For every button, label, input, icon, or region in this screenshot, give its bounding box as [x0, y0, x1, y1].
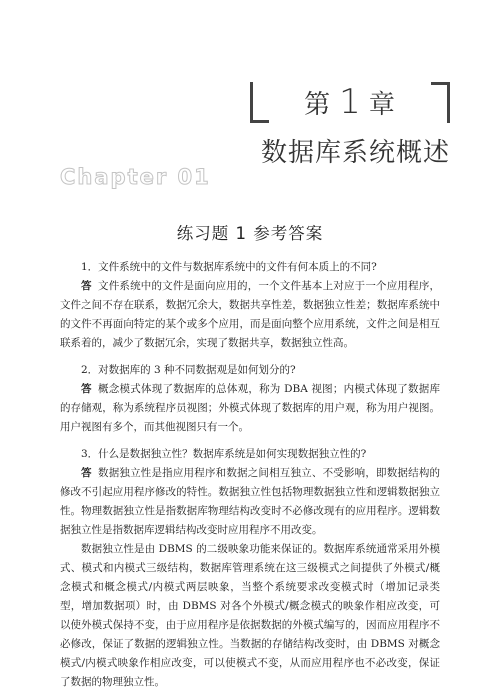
section-title: 练习题 1 参考答案: [176, 224, 324, 243]
chapter-number-label: [268, 82, 432, 122]
answer-3-text: 数据独立性是指应用程序和数据之间相互独立、不受影响，即数据结构的修改不引起应用程序修改的特性。数据独立性包括物理数据独立性和逻辑数据独立性。物理数据独立性是指数据库物理结构改变时不必修改现有的应用程序。逻辑数据独立性是指数据库逻辑结构改变时应用程序不用改变。: [60, 467, 441, 536]
answer-mark: 答: [81, 383, 92, 395]
answer-3-extra: 数据独立性是由 DBMS 的二级映象功能来保证的。数据库系统通常采用外模式、模式和内模式三级结构，数据库管理系统在这三级模式之间提供了外模式/概念模式和概念模式/内模式两层映象，当整个系统要求改变模式时（增加记录类型，增加数据项）时，由 DBMS 对各个外模式/概念模式的映象作相应改变，可以使外模式保持不变，由于应用程序是依据数据的外模式编写的，因而应用程序不必修改，保证了数据的逻辑独立性。当数据的存储结构改变时，由 DBMS 对概念模式/内模式映象作相应改变，可以使模式不变，从而应用程序也不必改变，保证了数据的物理独立性。: [60, 543, 440, 688]
question-1: 1．文件系统中的文件与数据库系统中的文件有何本质上的不同?: [81, 261, 377, 273]
qa-content: [60, 258, 440, 692]
chapter-title: 数据库系统概述: [260, 138, 450, 168]
answer-2-text: 概念模式体现了数据库的总体观，称为 DBA 视图；内模式体现了数据库的存储观，称为系统程序员视图；外模式体现了数据库的用户观，称为用户视图。用户视图有多个，而其他视图只有一个。: [60, 383, 440, 433]
chapter-prefix: 第: [304, 89, 332, 120]
bracket-right-decoration: [431, 82, 450, 123]
chapter-number: 1: [339, 82, 361, 122]
chapter-heading: [250, 82, 450, 122]
question-2: 2．对数据库的 3 种不同数据观是如何划分的?: [81, 364, 296, 376]
chapter-suffix: 章: [368, 89, 396, 120]
answer-3: [60, 464, 440, 540]
answer-mark: 答: [81, 280, 92, 292]
answer-2: [60, 380, 440, 437]
answer-mark: 答: [81, 467, 92, 479]
answer-1: [60, 277, 440, 353]
question-3: 3．什么是数据独立性？数据库系统是如何实现数据独立性的?: [81, 448, 367, 460]
chapter-english-watermark: Chapter 01: [60, 165, 211, 189]
answer-1-text: 文件系统中的文件是面向应用的，一个文件基本上对应于一个应用程序，文件之间不存在联系，数据冗余大，数据共享性差，数据独立性差；数据库系统中的文件不再面向特定的某个或多个应用，而是面向整个应用系统，文件之间是相互联系着的，减少了数据冗余，实现了数据共享，数据独立性高。: [60, 280, 441, 349]
bracket-left-decoration: [250, 82, 269, 123]
